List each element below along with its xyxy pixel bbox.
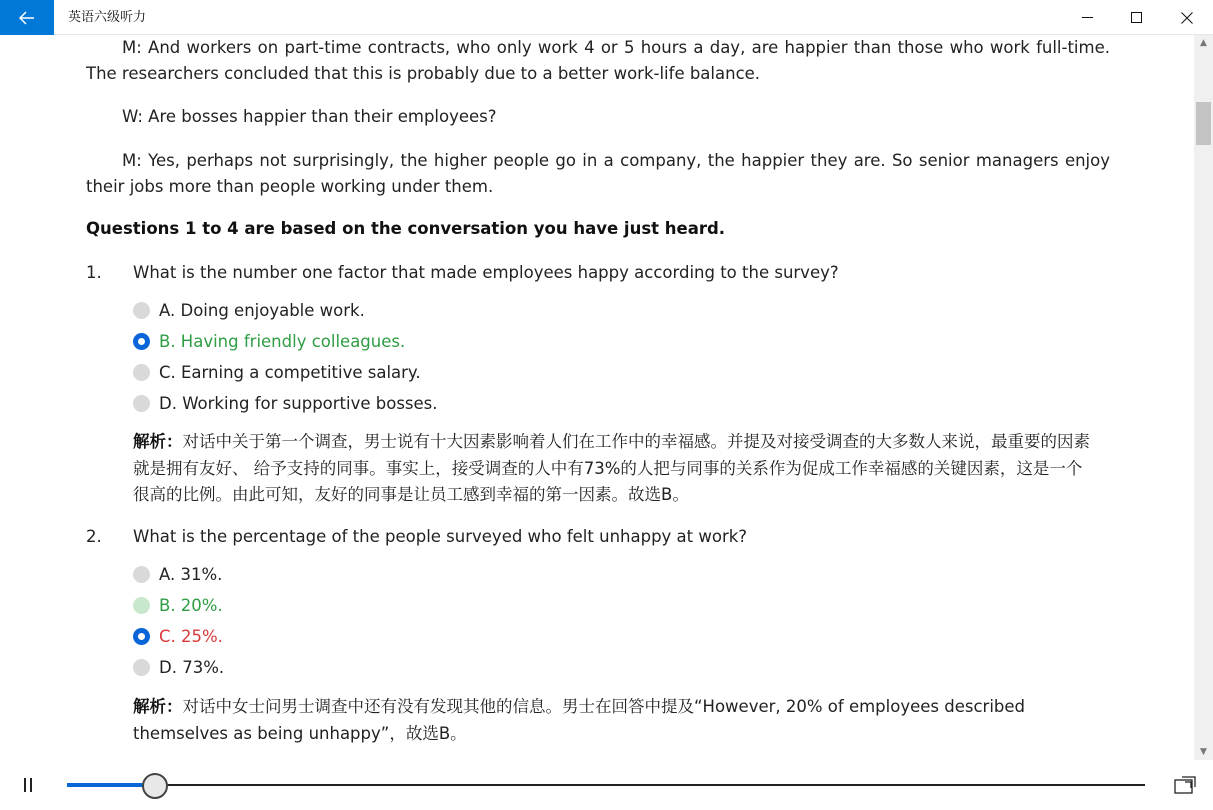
back-arrow-icon [19, 11, 35, 25]
progress-track[interactable] [67, 784, 1145, 786]
scroll-down-icon[interactable]: ▼ [1200, 747, 1207, 757]
option-a[interactable] [133, 562, 222, 586]
question-number: 2. [86, 527, 102, 546]
pause-icon-bar [24, 778, 26, 792]
passage-paragraph: W: Are bosses happier than their employees? [122, 107, 497, 126]
option-label: A. Doing enjoyable work. [159, 300, 365, 320]
explanation [133, 429, 1093, 509]
explanation [133, 694, 1093, 747]
radio-button-selected[interactable] [133, 333, 150, 350]
option-c[interactable] [133, 360, 421, 384]
option-label: C. 25%. [159, 626, 223, 646]
title-bar [0, 0, 1213, 35]
close-icon [1181, 12, 1193, 24]
scroll-up-icon[interactable]: ▲ [1200, 38, 1207, 48]
section-heading: Questions 1 to 4 are based on the conversation you have just heard. [86, 219, 726, 238]
cast-button[interactable] [1172, 772, 1198, 798]
option-d[interactable] [133, 391, 438, 415]
maximize-button[interactable] [1111, 0, 1161, 35]
pause-icon-bar [30, 778, 32, 792]
question-text: What is the number one factor that made employees happy according to the survey? [133, 263, 839, 282]
radio-button[interactable] [133, 364, 150, 381]
question-number: 1. [86, 263, 102, 282]
option-label: B. Having friendly colleagues. [159, 331, 406, 351]
option-d[interactable] [133, 655, 224, 679]
explanation-label: 解析： [133, 432, 183, 451]
passage-paragraph: M: Yes, perhaps not surprisingly, the higher people go in a company, the happier they are. So senior managers enjoy their jobs more than people working under them. [86, 151, 1110, 196]
option-label: D. Working for supportive bosses. [159, 393, 438, 413]
scrollbar-thumb[interactable] [1196, 102, 1211, 145]
passage-paragraph: M: And workers on part-time contracts, who only work 4 or 5 hours a day, are happier than those who work full-time. The researchers concluded that this is probably due to a better work-life balance. [86, 38, 1110, 83]
option-label: A. 31%. [159, 564, 223, 584]
close-button[interactable] [1162, 0, 1212, 35]
radio-button[interactable] [133, 395, 150, 412]
radio-button-selected[interactable] [133, 628, 150, 645]
option-label: D. 73%. [159, 657, 225, 677]
back-button[interactable] [0, 0, 54, 35]
progress-slider-thumb[interactable] [142, 773, 168, 799]
window-title: 英语六级听力 [68, 10, 147, 25]
question-text: What is the percentage of the people surveyed who felt unhappy at work? [133, 527, 748, 546]
explanation-text: 对话中关于第一个调查，男士说有十大因素影响着人们在工作中的幸福感。并提及对接受调查的大多数人来说，最重要的因素就是拥有友好、 给予支持的同事。事实上，接受调查的人中有73%的人把与同事的关系作为促成工作幸福感的关键因素，这是一个很高的比例。由此可知，友好的同事是让员工感到幸福的第一因素。故选B。 [133, 432, 1090, 504]
option-c[interactable] [133, 624, 223, 648]
radio-button[interactable] [133, 566, 150, 583]
content-area [0, 35, 1194, 760]
radio-button[interactable] [133, 659, 150, 676]
explanation-label: 解析： [133, 697, 183, 716]
option-label: B. 20%. [159, 595, 223, 615]
option-label: C. Earning a competitive salary. [159, 362, 421, 382]
option-b[interactable] [133, 329, 405, 353]
vertical-scrollbar[interactable] [1194, 35, 1213, 760]
option-b[interactable] [133, 593, 223, 617]
radio-button[interactable] [133, 302, 150, 319]
minimize-icon [1082, 12, 1093, 23]
option-a[interactable] [133, 298, 365, 322]
minimize-button[interactable] [1062, 0, 1112, 35]
explanation-text: 对话中女士问男士调查中还有没有发现其他的信息。男士在回答中提及“However, 20% of employees described themselves as being unhappy”，故选B。 [133, 697, 1025, 743]
cast-icon [1174, 776, 1196, 794]
maximize-icon [1131, 12, 1142, 23]
radio-button-correct[interactable] [133, 597, 150, 614]
audio-player [0, 760, 1213, 810]
pause-button[interactable] [14, 772, 42, 798]
